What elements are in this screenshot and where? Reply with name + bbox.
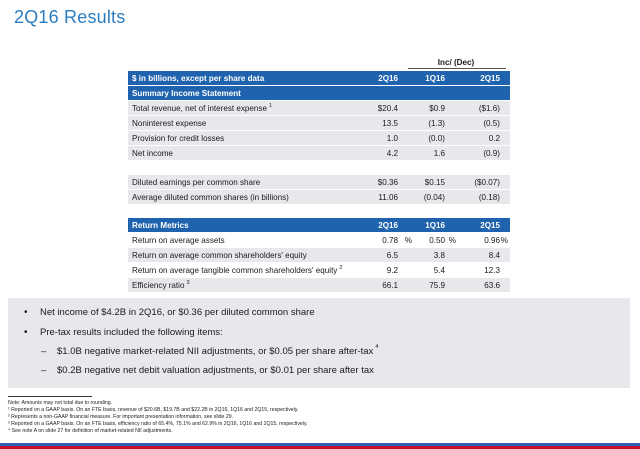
- dash-icon: –: [41, 346, 47, 357]
- bullet-icon: •: [24, 307, 28, 318]
- metrics-header-label: Return Metrics: [132, 221, 189, 230]
- bullet-text: Net income of $4.2B in 2Q16, or $0.36 per diluted common share: [40, 307, 315, 318]
- cell-1q16: 3.8: [433, 251, 445, 260]
- section-label: Summary Income Statement: [132, 89, 241, 98]
- cell-2q16: 1.0: [386, 134, 398, 143]
- footnote-marker: 4: [375, 344, 379, 350]
- percent-sign: %: [448, 236, 456, 245]
- cell-1q16: (1.3): [428, 119, 445, 128]
- cell-2q16: 9.2: [386, 266, 398, 275]
- table-row: [128, 233, 510, 248]
- cell-2q15: 0.2: [488, 134, 500, 143]
- sub-bullet-item: [41, 365, 374, 376]
- table-row: [128, 116, 510, 131]
- eps-table: [128, 175, 510, 205]
- footnote: ¹ Reported on a GAAP basis. On an FTE basis, revenue of $20.6B, $19.7B and $22.2B in 2Q16, 1Q16 and 2Q15, respectively.: [8, 407, 299, 413]
- row-label: Diluted earnings per common share: [132, 178, 261, 187]
- header-col-2q16: 2Q16: [378, 74, 398, 83]
- cell-2q15: (0.18): [478, 193, 500, 202]
- table-row: [128, 278, 510, 293]
- table-row: [128, 101, 510, 116]
- bullet-item: [24, 307, 315, 318]
- row-label: Efficiency ratio: [132, 281, 185, 290]
- header-col-2q15: 2Q15: [480, 221, 500, 230]
- cell-2q16: $20.4: [377, 104, 398, 113]
- key-points-box: [8, 298, 630, 388]
- cell-1q16: (0.0): [428, 134, 445, 143]
- row-label: Provision for credit losses: [132, 134, 225, 143]
- row-label: Noninterest expense: [132, 119, 207, 128]
- row-label: Net income: [132, 149, 173, 158]
- cell-2q15: 8.4: [488, 251, 500, 260]
- cell-2q15: 0.96: [484, 236, 500, 245]
- row-label: Return on average tangible common shareholders' equity: [132, 266, 338, 275]
- cell-2q15: ($1.6): [478, 104, 500, 113]
- cell-2q15: (0.5): [483, 119, 500, 128]
- cell-1q16: $0.9: [429, 104, 445, 113]
- footnote-marker: 3: [186, 280, 190, 286]
- header-col-1q16: 1Q16: [425, 221, 445, 230]
- cell-2q16: 13.5: [382, 119, 398, 128]
- cell-1q16: (0.04): [423, 193, 445, 202]
- page-title: 2Q16 Results: [14, 7, 126, 27]
- table-row: [128, 248, 510, 263]
- metrics-header-row: [128, 218, 510, 233]
- bullet-text: Pre-tax results included the following items:: [40, 327, 223, 338]
- table-row: [128, 263, 510, 278]
- footnote: ⁴ See note A on slide 27 for definition of market-related NII adjustments.: [8, 428, 173, 434]
- sub-bullet-text: $0.2B negative net debit valuation adjustments, or $0.01 per share after tax: [57, 365, 374, 376]
- header-col-2q16: 2Q16: [378, 221, 398, 230]
- header-col-1q16: 1Q16: [425, 74, 445, 83]
- footnote-marker: 2: [339, 265, 343, 271]
- table-row: [128, 190, 510, 205]
- inc-dec-label: Inc/ (Dec): [437, 58, 475, 67]
- bullet-item: [24, 327, 223, 338]
- cell-2q16: 66.1: [382, 281, 398, 290]
- inc-dec-rule: [408, 68, 506, 69]
- return-metrics-table: [128, 218, 510, 293]
- footnote: Note: Amounts may not total due to rounding.: [8, 400, 113, 406]
- cell-2q15: 63.6: [484, 281, 500, 290]
- cell-2q16: 6.5: [386, 251, 398, 260]
- row-label: Total revenue, net of interest expense: [132, 104, 267, 113]
- table-row: [128, 131, 510, 146]
- row-label: Return on average assets: [132, 236, 225, 245]
- row-label: Return on average common shareholders' equity: [132, 251, 307, 260]
- header-col-2q15: 2Q15: [480, 74, 500, 83]
- cell-2q16: 0.78: [382, 236, 398, 245]
- section-header-income: [128, 86, 510, 101]
- percent-sign: %: [500, 236, 508, 245]
- income-table: [128, 71, 510, 161]
- cell-1q16: 5.4: [433, 266, 445, 275]
- footnote-marker: 1: [268, 103, 273, 109]
- row-label: Average diluted common shares (in billions): [132, 193, 289, 202]
- footnote-divider: [8, 396, 92, 397]
- cell-1q16: 75.9: [429, 281, 445, 290]
- sub-bullet-text: $1.0B negative market-related NII adjustments, or $0.05 per share after-tax: [57, 346, 374, 357]
- bullet-icon: •: [24, 327, 28, 338]
- cell-1q16: 1.6: [433, 149, 445, 158]
- cell-2q16: 4.2: [386, 149, 398, 158]
- footnote: ³ Reported on a GAAP basis. On an FTE basis, efficiency ratio of 65.4%, 75.1% and 62.9% in 2Q16, 1Q16 and 2Q15, respectively.: [8, 421, 308, 427]
- dash-icon: –: [41, 365, 47, 376]
- footnote: ² Represents a non-GAAP financial measure. For important presentation information, see slide 29.: [8, 414, 234, 420]
- cell-2q16: 11.06: [378, 193, 398, 202]
- table-row: [128, 175, 510, 190]
- cell-2q15: ($0.07): [474, 178, 500, 187]
- cell-2q16: $0.36: [377, 178, 398, 187]
- sub-bullet-item: [41, 346, 378, 357]
- header-label: $ in billions, except per share data: [132, 74, 265, 83]
- table-header-row: [128, 71, 510, 86]
- percent-sign: %: [404, 236, 412, 245]
- cell-1q16: $0.15: [424, 178, 445, 187]
- cell-2q15: 12.3: [484, 266, 500, 275]
- cell-2q15: (0.9): [483, 149, 500, 158]
- cell-1q16: 0.50: [429, 236, 445, 245]
- table-row: [128, 146, 510, 161]
